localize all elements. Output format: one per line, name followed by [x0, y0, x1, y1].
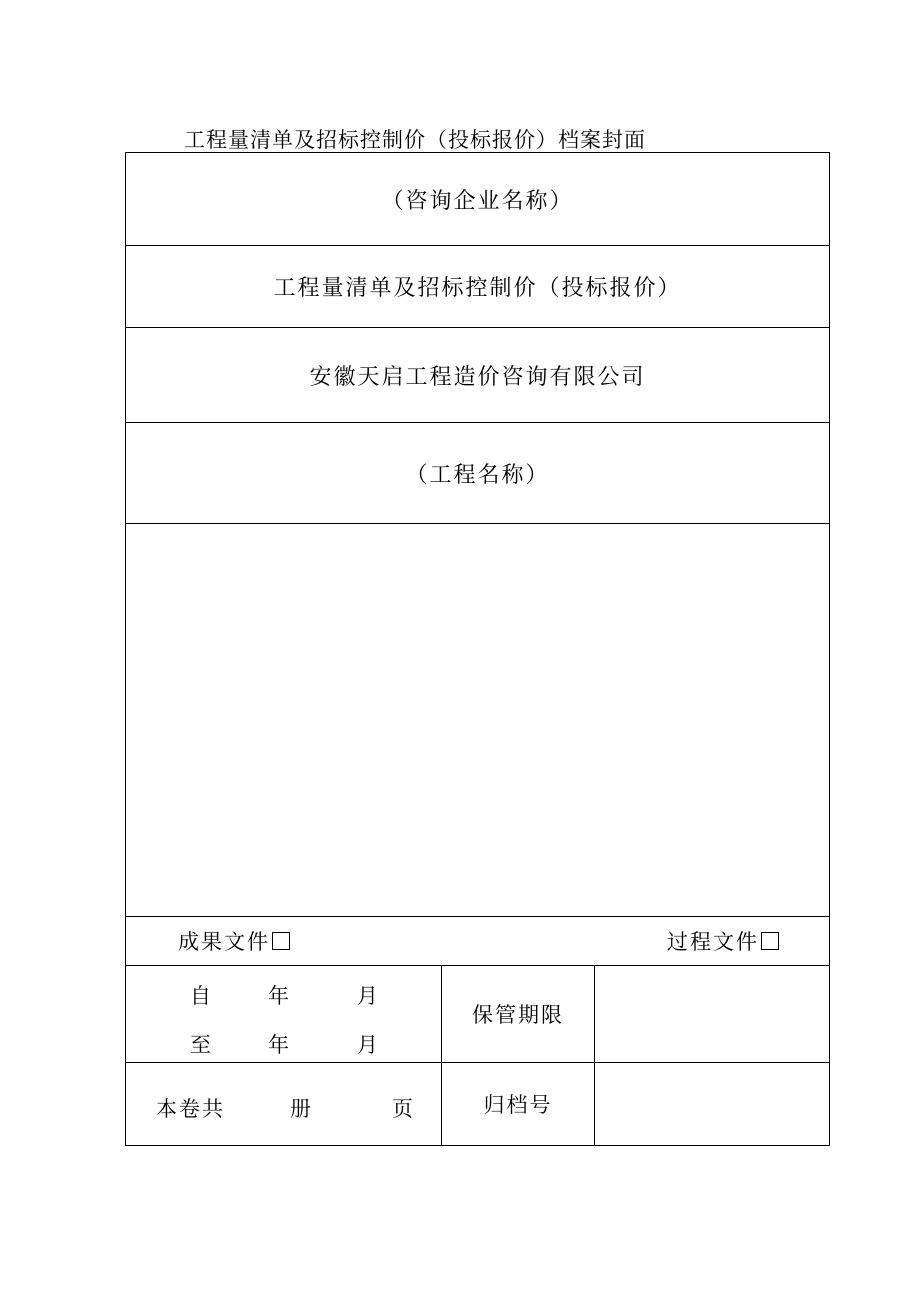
- process-file-label: 过程文件: [667, 930, 759, 954]
- company-placeholder: （咨询企业名称）: [381, 188, 574, 214]
- archive-number-value-cell[interactable]: [595, 1063, 829, 1145]
- date-to-line: [126, 1029, 442, 1059]
- archive-cover-form: [125, 152, 830, 1146]
- document-type-row: [126, 246, 829, 328]
- project-placeholder: （工程名称）: [405, 462, 550, 488]
- volume-unit-label: 册: [290, 1097, 311, 1121]
- content-area: [126, 524, 829, 917]
- company-name: 安徽天启工程造价咨询有限公司: [309, 364, 646, 390]
- date-to-label: 至: [190, 1033, 211, 1057]
- date-from-line: [126, 980, 442, 1010]
- date-to-month-label: 月: [357, 1033, 378, 1057]
- page-unit-label: 页: [392, 1097, 413, 1121]
- file-type-row: [126, 917, 829, 966]
- retention-period-value-cell[interactable]: [595, 966, 829, 1063]
- company-name-row: [126, 328, 829, 423]
- page-heading: 工程量清单及招标控制价（投标报价）档案封面: [184, 128, 646, 152]
- date-range-cell: [126, 966, 442, 1063]
- project-name-row: [126, 423, 829, 524]
- date-from-label: 自: [190, 984, 211, 1008]
- result-file-checkbox[interactable]: [272, 932, 290, 950]
- retention-period-label: 保管期限: [472, 1003, 564, 1027]
- retention-period-label-cell: [442, 966, 595, 1063]
- result-file-option: [178, 926, 290, 956]
- date-from-month-label: 月: [357, 984, 378, 1008]
- document-type: 工程量清单及招标控制价（投标报价）: [273, 276, 682, 301]
- archive-number-label: 归档号: [483, 1093, 553, 1117]
- archive-number-label-cell: [442, 1063, 595, 1145]
- date-from-year-label: 年: [268, 984, 289, 1008]
- volume-total-label: 本卷共: [156, 1097, 225, 1121]
- company-placeholder-row: [126, 153, 829, 246]
- process-file-checkbox[interactable]: [761, 932, 779, 950]
- volume-count-cell: [126, 1063, 442, 1145]
- result-file-label: 成果文件: [178, 930, 270, 954]
- process-file-option: [667, 926, 779, 956]
- date-to-year-label: 年: [268, 1033, 289, 1057]
